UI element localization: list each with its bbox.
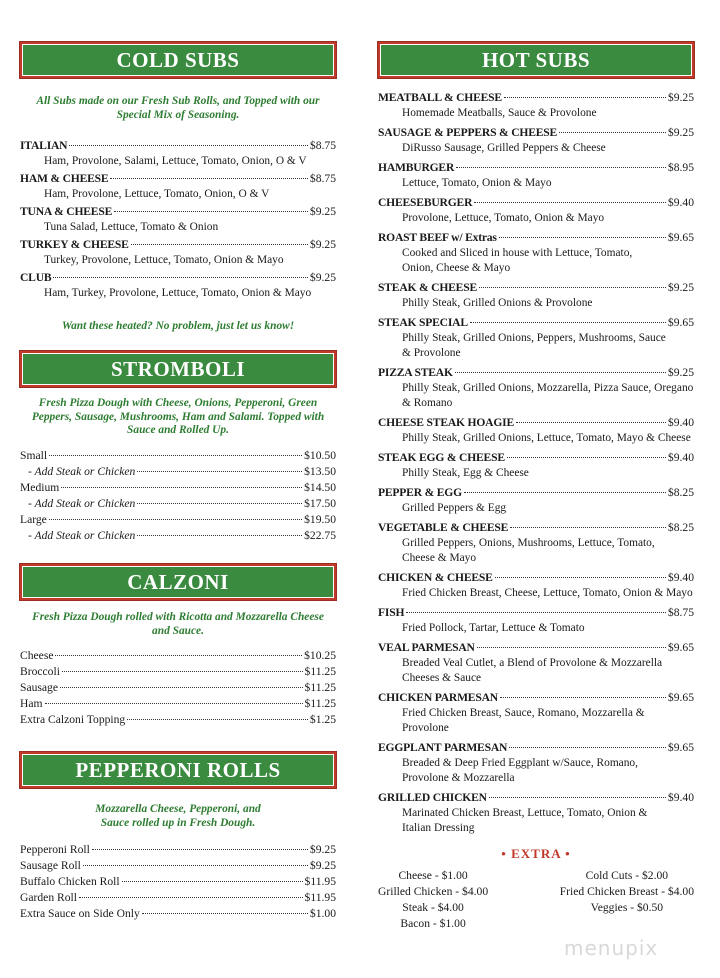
item-name: Sausage Roll: [20, 858, 81, 872]
item-price: $9.25: [667, 126, 694, 139]
menu-item: [20, 842, 336, 858]
item-price: $9.25: [309, 205, 336, 218]
item-description: Marinated Chicken Breast, Lettuce, Tomato, Onion &: [402, 807, 648, 819]
menu-item: [20, 696, 336, 712]
item-name: PEPPER & EGG: [378, 486, 462, 499]
item-price: $8.75: [309, 139, 336, 152]
calzoni-banner: CALZONI: [20, 564, 336, 600]
menu-item: [378, 520, 694, 566]
item-name: CHICKEN & CHEESE: [378, 571, 493, 584]
item-description: Italian Dressing: [402, 822, 475, 834]
menu-item: [20, 890, 336, 906]
menu-item-option: [20, 464, 336, 480]
menu-item: [20, 648, 336, 664]
menu-item: [20, 906, 336, 922]
item-description: Onion, Cheese & Mayo: [402, 262, 511, 274]
extra-left-column: [378, 868, 488, 932]
item-name: CLUB: [20, 271, 52, 284]
menu-item: [20, 448, 336, 464]
item-price: $8.75: [667, 606, 694, 619]
item-name: PIZZA STEAK: [378, 366, 453, 379]
item-price: $9.65: [667, 231, 694, 244]
item-description: Philly Steak, Grilled Onions, Lettuce, Tomato, Mayo & Cheese: [402, 432, 691, 444]
menu-item: [378, 230, 694, 276]
calzoni-list: [20, 648, 336, 728]
menu-item: [378, 690, 694, 736]
item-price: $9.25: [309, 842, 336, 856]
menu-item: [378, 90, 694, 121]
item-description: Philly Steak, Grilled Onions & Provolone: [402, 297, 593, 309]
menu-item: [378, 280, 694, 311]
item-price: $19.50: [304, 512, 336, 526]
item-description: Fried Chicken Breast, Cheese, Lettuce, Tomato, Onion & Mayo: [402, 587, 693, 599]
item-name: CHICKEN PARMESAN: [378, 691, 498, 704]
item-price: $9.65: [667, 641, 694, 654]
item-name: MEATBALL & CHEESE: [378, 91, 502, 104]
item-description: & Romano: [402, 397, 453, 409]
extra-right-column: [560, 868, 694, 932]
item-price: $11.25: [304, 696, 336, 710]
menu-item: [378, 485, 694, 516]
menu-item: [378, 125, 694, 156]
item-price: $9.40: [667, 571, 694, 584]
item-description: & Provolone: [402, 347, 461, 359]
item-name: VEGETABLE & CHEESE: [378, 521, 509, 534]
item-name: CHEESE STEAK HOAGIE: [378, 416, 515, 429]
item-name: STEAK EGG & CHEESE: [378, 451, 505, 464]
item-price: $11.25: [304, 680, 336, 694]
item-name: Ham: [20, 696, 43, 710]
item-description: Tuna Salad, Lettuce, Tomato & Onion: [44, 221, 219, 233]
item-name: Cheese: [20, 648, 54, 662]
extra-item: Fried Chicken Breast - $4.00: [559, 885, 694, 898]
hot-subs-banner: HOT SUBS: [378, 42, 694, 78]
item-price: $1.25: [309, 712, 336, 726]
menu-item: [378, 195, 694, 226]
menu-item-option: [20, 496, 336, 512]
item-name: HAMBURGER: [378, 161, 455, 174]
item-price: $9.25: [667, 366, 694, 379]
pepperoni-rolls-note: Mozzarella Cheese, Pepperoni, and Sauce rolled up in Fresh Dough.: [95, 802, 261, 829]
item-price: $9.40: [667, 791, 694, 804]
item-description: Grilled Peppers, Onions, Mushrooms, Lettuce, Tomato,: [402, 537, 655, 549]
menu-item: [20, 480, 336, 496]
item-name: Broccoli: [20, 664, 60, 678]
item-name: STEAK SPECIAL: [378, 316, 468, 329]
item-name: VEAL PARMESAN: [378, 641, 475, 654]
item-name: Extra Calzoni Topping: [20, 712, 126, 726]
stromboli-banner: STROMBOLI: [20, 351, 336, 387]
item-price: $9.40: [667, 451, 694, 464]
stromboli-note: Fresh Pizza Dough with Cheese, Onions, Pepperoni, Green Peppers, Sausage, Mushrooms, Ham and Salami. Topped with Sauce and Rolled Up.: [31, 397, 325, 436]
item-name: ROAST BEEF w/ Extras: [378, 231, 497, 244]
item-price: $9.40: [667, 416, 694, 429]
item-name: CHEESEBURGER: [378, 196, 473, 209]
item-name: GRILLED CHICKEN: [378, 791, 487, 804]
item-price: $8.75: [309, 172, 336, 185]
menu-item-option: [20, 528, 336, 544]
menu-item: [20, 237, 336, 268]
item-price: $9.25: [667, 281, 694, 294]
right-column: [378, 42, 694, 932]
item-price: $9.25: [309, 858, 336, 872]
item-description: Ham, Provolone, Salami, Lettuce, Tomato, Onion, O & V: [44, 155, 307, 167]
item-description: Grilled Peppers & Egg: [402, 502, 507, 514]
extra-item: Cold Cuts - $2.00: [585, 869, 669, 882]
item-description: Philly Steak, Grilled Onions, Mozzarella, Pizza Sauce, Oregano: [402, 382, 694, 394]
extra-item: Bacon - $1.00: [400, 917, 466, 930]
item-name: TURKEY & CHEESE: [20, 238, 129, 251]
item-description: Turkey, Provolone, Lettuce, Tomato, Onion & Mayo: [44, 254, 284, 266]
menu-item: [20, 171, 336, 202]
cold-subs-banner: COLD SUBS: [20, 42, 336, 78]
item-description: Fried Pollock, Tartar, Lettuce & Tomato: [402, 622, 585, 634]
item-name: Small: [20, 448, 48, 462]
menu-item: [20, 512, 336, 528]
menu-item: [378, 740, 694, 786]
item-price: $9.65: [667, 741, 694, 754]
item-price: $17.50: [304, 496, 336, 510]
item-description: Breaded & Deep Fried Eggplant w/Sauce, Romano,: [402, 757, 638, 769]
item-description: Fried Chicken Breast, Sauce, Romano, Mozzarella & Provolone: [402, 707, 645, 734]
menu-item: [20, 270, 336, 301]
item-price: $11.95: [304, 874, 336, 888]
item-name: Garden Roll: [20, 890, 77, 904]
item-description: Philly Steak, Grilled Onions, Peppers, Mushrooms, Sauce: [402, 332, 666, 344]
item-price: $8.95: [667, 161, 694, 174]
menu-item: [20, 712, 336, 728]
menu-item: [378, 790, 694, 836]
menu-item: [378, 315, 694, 361]
menu-item: [378, 415, 694, 446]
item-name: TUNA & CHEESE: [20, 205, 113, 218]
pepperoni-rolls-list: [20, 842, 336, 922]
menu-item: [378, 605, 694, 636]
menu-item: [378, 640, 694, 686]
item-name: Buffalo Chicken Roll: [20, 874, 120, 888]
item-price: $10.25: [304, 648, 336, 662]
item-description: Cheeses & Sauce: [402, 672, 482, 684]
item-name: Sausage: [20, 680, 58, 694]
item-price: $9.65: [667, 691, 694, 704]
menu-item: [20, 138, 336, 169]
item-price: $8.25: [667, 521, 694, 534]
item-price: $11.25: [304, 664, 336, 678]
menu-item: [378, 450, 694, 481]
extra-item: Veggies - $0.50: [590, 901, 664, 914]
extra-title: • EXTRA •: [501, 846, 571, 861]
item-name: SAUSAGE & PEPPERS & CHEESE: [378, 126, 558, 139]
item-price: $9.65: [667, 316, 694, 329]
item-description: Ham, Provolone, Lettuce, Tomato, Onion, O & V: [44, 188, 270, 200]
pepperoni-rolls-banner: PEPPERONI ROLLS: [20, 752, 336, 788]
extra-list: [378, 868, 694, 932]
item-name: Extra Sauce on Side Only: [20, 906, 140, 920]
extra-item: Steak - $4.00: [402, 901, 464, 914]
item-name: EGGPLANT PARMESAN: [378, 741, 508, 754]
item-name: HAM & CHEESE: [20, 172, 109, 185]
menu-item: [378, 160, 694, 191]
item-price: $22.75: [304, 528, 336, 542]
item-description: Provolone & Mozzarella: [402, 772, 515, 784]
extra-item: Cheese - $1.00: [398, 869, 468, 882]
item-name: FISH: [378, 606, 405, 619]
menu-item: [378, 365, 694, 411]
menu-item: [20, 680, 336, 696]
menu-item: [20, 858, 336, 874]
item-price: $9.25: [309, 271, 336, 284]
item-name: - Add Steak or Chicken: [28, 496, 136, 510]
item-price: $9.25: [309, 238, 336, 251]
item-price: $9.40: [667, 196, 694, 209]
cold-subs-list: [20, 138, 336, 301]
item-name: - Add Steak or Chicken: [28, 464, 136, 478]
menu-item: [20, 204, 336, 235]
item-name: STEAK & CHEESE: [378, 281, 477, 294]
item-description: Cooked and Sliced in house with Lettuce, Tomato,: [402, 247, 633, 259]
cold-subs-footer: Want these heated? No problem, just let us know!: [61, 320, 295, 332]
item-description: Homemade Meatballs, Sauce & Provolone: [402, 107, 597, 119]
calzoni-note: Fresh Pizza Dough rolled with Ricotta and Mozzarella Cheese and Sauce.: [32, 610, 324, 637]
item-price: $10.50: [304, 448, 336, 462]
item-description: Ham, Turkey, Provolone, Lettuce, Tomato, Onion & Mayo: [44, 287, 312, 299]
hot-subs-list: [378, 90, 694, 836]
item-price: $1.00: [309, 906, 336, 920]
item-description: Cheese & Mayo: [402, 552, 477, 564]
item-price: $8.25: [667, 486, 694, 499]
item-name: - Add Steak or Chicken: [28, 528, 136, 542]
stromboli-list: [20, 448, 336, 544]
left-column: [20, 42, 336, 922]
item-price: $13.50: [304, 464, 336, 478]
item-price: $9.25: [667, 91, 694, 104]
item-price: $11.95: [304, 890, 336, 904]
item-description: Lettuce, Tomato, Onion & Mayo: [402, 177, 552, 189]
cold-subs-note: All Subs made on our Fresh Sub Rolls, and Topped with our Special Mix of Seasoning.: [36, 95, 320, 121]
item-description: DiRusso Sausage, Grilled Peppers & Cheese: [402, 142, 606, 154]
item-name: Large: [20, 512, 47, 526]
extra-item: Grilled Chicken - $4.00: [378, 885, 489, 898]
item-description: Philly Steak, Egg & Cheese: [402, 467, 529, 479]
item-description: Provolone, Lettuce, Tomato, Onion & Mayo: [402, 212, 605, 224]
menu-item: [378, 570, 694, 601]
item-name: Pepperoni Roll: [20, 842, 90, 856]
menu-item: [20, 664, 336, 680]
menupix-watermark: menupix: [564, 936, 659, 960]
item-description: Breaded Veal Cutlet, a Blend of Provolone & Mozzarella: [402, 657, 663, 669]
item-name: ITALIAN: [20, 139, 68, 152]
item-name: Medium: [20, 480, 60, 494]
menu-item: [20, 874, 336, 890]
item-price: $14.50: [304, 480, 336, 494]
